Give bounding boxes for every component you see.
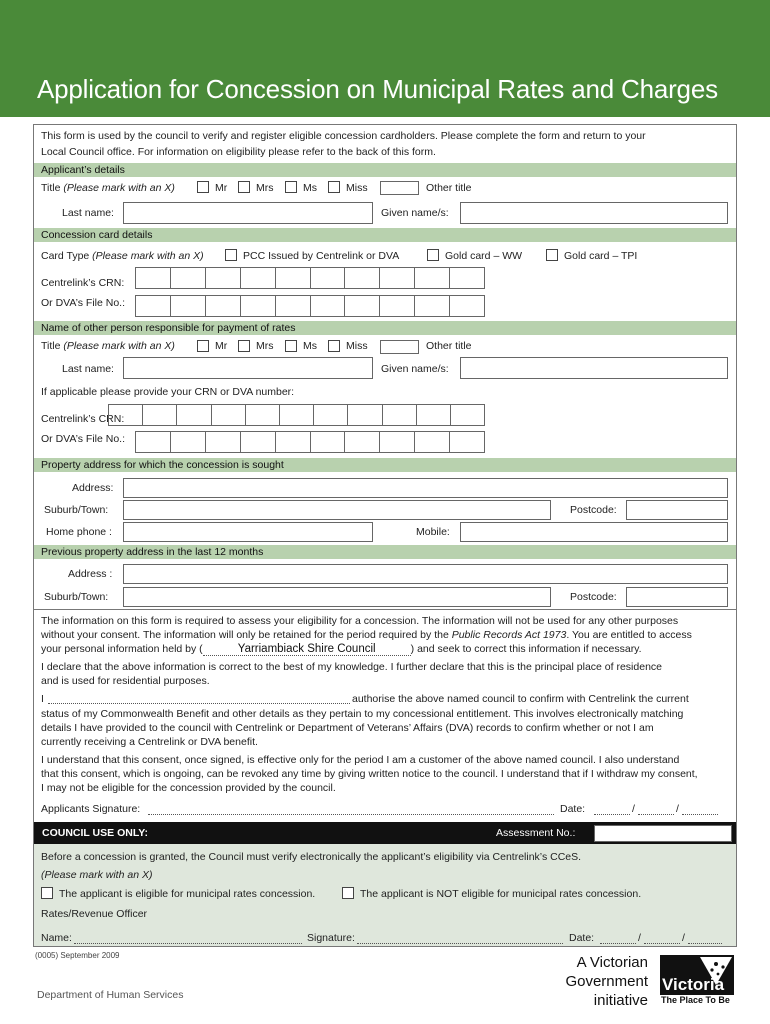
dva-cells[interactable] [135,295,485,317]
postcode-label: Postcode: [570,504,617,516]
checkbox-mrs-2[interactable] [238,340,250,352]
suburb-label: Suburb/Town: [44,504,109,516]
opt-gold-tpi-label: Gold card – TPI [564,250,638,262]
opt-mr-label-2: Mr [215,340,228,352]
home-phone-label: Home phone : [46,526,112,538]
address-label: Address: [72,482,114,494]
crn-label-2: Centrelink’s CRN: [41,413,125,425]
other-title-input[interactable] [380,181,419,195]
postcode-input[interactable] [626,500,728,520]
opt-miss-label-2: Miss [346,340,368,352]
officer-date-slash-2: / [682,932,685,944]
council-p1: Before a concession is granted, the Council must verify electronically the applicant’s eligibility via Centrelink’s CCeS. [41,851,582,863]
given-name-input-2[interactable] [460,357,728,379]
opt-ms-label-2: Ms [303,340,317,352]
checkbox-miss-2[interactable] [328,340,340,352]
prev-address-label: Address : [68,568,113,580]
logo-word: Victoria [662,975,725,994]
checkbox-gold-ww[interactable] [427,249,439,261]
last-name-label-2: Last name: [62,363,114,375]
other-title-input-2[interactable] [380,340,419,354]
victoria-logo [660,955,734,1007]
checkbox-mrs[interactable] [238,181,250,193]
eligible-label: The applicant is eligible for municipal rates concession. [59,888,316,900]
officer-signature-label: Signature: [307,932,355,944]
address-input[interactable] [123,478,728,498]
prev-postcode-input[interactable] [626,587,728,607]
authorise-line-4: currently receiving a Centrelink or DVA benefit. [41,736,258,748]
officer-name-line[interactable] [74,934,302,944]
date-slash: / [632,803,635,815]
authorise-line-3: details I have provided to the council with Centrelink or Department of Veterans’ Affairs (DVA) records to confirm whether or not I am [41,722,654,734]
officer-date-year[interactable] [688,934,722,944]
dva-label-2: Or DVA’s File No.: [41,433,126,445]
officer-date-slash: / [638,932,641,944]
checkbox-mr-2[interactable] [197,340,209,352]
prev-address-input[interactable] [123,564,728,584]
other-title-label-2: Other title [426,340,472,352]
declare-line-1: I declare that the above information is correct to the best of my knowledge. I further declare that this is the principal place of residence [41,661,662,673]
section-property: Property address for which the concession is sought [34,458,736,472]
vic-gov-line-2: Government [565,973,648,990]
assessment-input[interactable] [594,825,732,842]
prev-suburb-input[interactable] [123,587,551,607]
logo-tagline: The Place To Be [661,995,730,1005]
opt-mrs-label-2: Mrs [256,340,274,352]
section-applicant: Applicant’s details [34,163,736,177]
privacy-line-3: your personal information held by ( Yarriambiack Shire Council ) and seek to correct this information if necessary. [41,643,642,655]
authorise-name-line[interactable] [48,694,350,704]
authorise-prefix: I [41,693,44,705]
checkbox-ms[interactable] [285,181,297,193]
title-label-2: Title (Please mark with an X) [41,340,175,352]
consent-line-3: I may not be eligible for the concession provided by the council. [41,782,336,794]
vic-gov-line-3: initiative [593,992,648,1009]
suburb-input[interactable] [123,500,551,520]
crn-prompt: If applicable please provide your CRN or DVA number: [41,386,295,398]
department-name: Department of Human Services [37,989,184,1001]
checkbox-eligible[interactable] [41,887,53,899]
prev-postcode-label: Postcode: [570,591,617,603]
privacy-line-2: without your consent. The information will only be retained for the period required by the Public Records Act 1973. You are entitled to access [41,629,692,641]
signature-line[interactable] [148,805,554,815]
section-card: Concession card details [34,228,736,242]
prev-suburb-label: Suburb/Town: [44,591,109,603]
not-eligible-label: The applicant is NOT eligible for municipal rates concession. [360,888,642,900]
officer-name-label: Name: [41,932,72,944]
card-type-label: Card Type (Please mark with an X) [41,250,204,262]
intro-text-2: Local Council office. For information on eligibility please refer to the back of this form. [41,146,436,158]
last-name-label: Last name: [62,207,114,219]
checkbox-not-eligible[interactable] [342,887,354,899]
opt-pcc-label: PCC Issued by Centrelink or DVA [243,250,400,262]
mobile-label: Mobile: [416,526,450,538]
council-name-field: Yarriambiack Shire Council [203,643,411,656]
last-name-input[interactable] [123,202,373,224]
crn-cells-2[interactable] [108,404,485,426]
council-heading: COUNCIL USE ONLY: [42,827,148,839]
opt-mr-label: Mr [215,182,228,194]
intro-text: This form is used by the council to verify and register eligible concession cardholders. Please complete the form and return to your [41,130,646,142]
officer-date-day[interactable] [600,934,636,944]
opt-miss-label: Miss [346,182,368,194]
mobile-input[interactable] [460,522,728,542]
given-name-label-2: Given name/s: [381,363,449,375]
other-title-label: Other title [426,182,472,194]
opt-gold-ww-label: Gold card – WW [445,250,523,262]
consent-line-2: that this consent, which is ongoing, can be revoked any time by giving written notice to the council. I understand that if I withdraw my consent, [41,768,698,780]
date-slash-2: / [676,803,679,815]
date-label: Date: [560,803,586,815]
form-code: (0005) September 2009 [35,951,120,960]
date-month-line[interactable] [638,805,674,815]
given-name-label: Given name/s: [381,207,449,219]
authorise-line-1: authorise the above named council to confirm with Centrelink the current [352,693,689,705]
opt-ms-label: Ms [303,182,317,194]
opt-mrs-label: Mrs [256,182,274,194]
page-title: Application for Concession on Municipal Rates and Charges [37,74,718,104]
checkbox-mr[interactable] [197,181,209,193]
dva-label: Or DVA’s File No.: [41,297,126,309]
crn-cells[interactable] [135,267,485,289]
checkbox-miss[interactable] [328,181,340,193]
checkbox-ms-2[interactable] [285,340,297,352]
vic-gov-line-1: A Victorian [576,954,648,971]
logo-block [660,955,734,995]
checkbox-gold-tpi[interactable] [546,249,558,261]
date-day-line[interactable] [594,805,630,815]
privacy-line-1: The information on this form is required to assess your eligibility for a concession. The information will not be used for any other purposes [41,615,679,627]
dva-cells-2[interactable] [135,431,485,453]
assessment-label: Assessment No.: [496,827,576,839]
home-phone-input[interactable] [123,522,373,542]
section-other-person: Name of other person responsible for payment of rates [34,321,736,335]
declare-line-2: and is used for residential purposes. [41,675,210,687]
council-hint: (Please mark with an X) [41,869,153,881]
authorise-line-2: status of my Commonwealth Benefit and other details as they pertain to my concessional entitlement. This involves electronically matching [41,708,684,720]
title-label: Title (Please mark with an X) [41,182,175,194]
divider [34,609,736,610]
date-year-line[interactable] [682,805,718,815]
crn-label: Centrelink’s CRN: [41,277,125,289]
last-name-input-2[interactable] [123,357,373,379]
consent-line-1: I understand that this consent, once signed, is effective only for the period I am a customer of the above named council. I also understand [41,754,680,766]
officer-label: Rates/Revenue Officer [41,908,148,920]
checkbox-pcc[interactable] [225,249,237,261]
officer-date-month[interactable] [644,934,680,944]
section-previous: Previous property address in the last 12 months [34,545,736,559]
signature-label: Applicants Signature: [41,803,141,815]
given-name-input[interactable] [460,202,728,224]
officer-signature-line[interactable] [357,934,563,944]
officer-date-label: Date: [569,932,595,944]
